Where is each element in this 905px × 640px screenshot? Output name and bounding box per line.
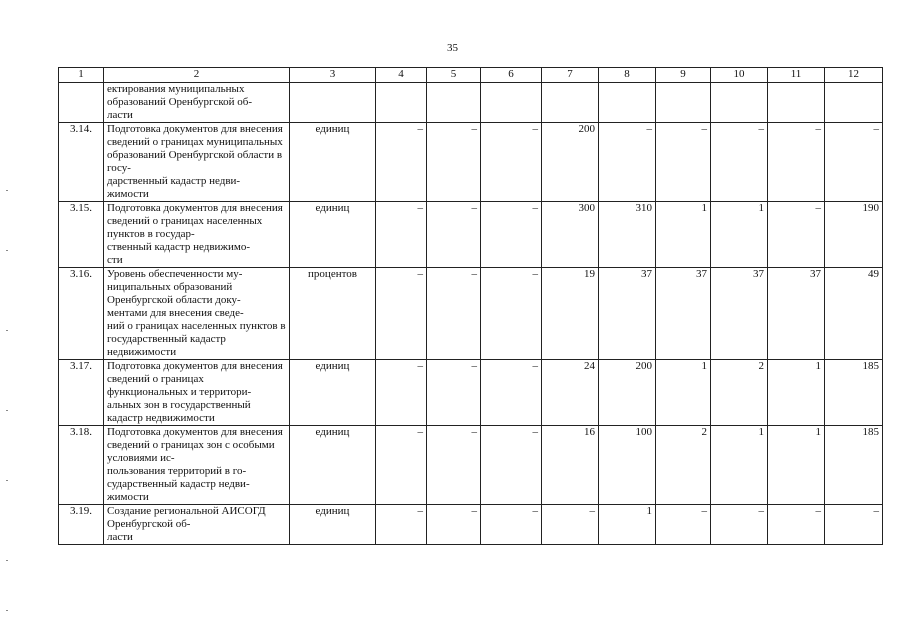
row-value: 185 [825,360,883,426]
row-value: – [481,123,542,202]
row-value [427,83,481,123]
row-value [481,83,542,123]
row-number: 3.17. [59,360,104,426]
row-value: – [427,123,481,202]
row-value: – [481,360,542,426]
row-value: – [542,505,599,545]
row-value: 185 [825,426,883,505]
col-header: 5 [427,68,481,83]
col-header: 9 [656,68,711,83]
col-header: 2 [104,68,290,83]
row-value: 1 [768,360,825,426]
row-unit: единиц [290,426,376,505]
row-value: – [376,123,427,202]
row-value: 1 [656,360,711,426]
page-number: 35 [447,42,458,54]
row-value: 200 [599,360,656,426]
table-row [59,360,883,426]
row-number: 3.14. [59,123,104,202]
row-value: 1 [768,426,825,505]
indicator-table [58,67,883,545]
row-value: – [825,505,883,545]
row-value: 2 [656,426,711,505]
col-header: 7 [542,68,599,83]
row-value: 1 [599,505,656,545]
row-number [59,83,104,123]
col-header: 10 [711,68,768,83]
row-value: 37 [599,268,656,360]
row-value: 24 [542,360,599,426]
row-value [711,83,768,123]
row-value: 190 [825,202,883,268]
table-body [59,83,883,545]
row-value: – [427,505,481,545]
row-value: – [427,360,481,426]
table-row [59,426,883,505]
row-description: Подготовка документов для внесения сведений о границах населенных пунктов в государ- ственный кадастр недвижимо- сти [104,202,290,268]
row-unit [290,83,376,123]
row-value: – [825,123,883,202]
row-value: – [599,123,656,202]
row-value: 200 [542,123,599,202]
row-value: – [427,426,481,505]
row-value: – [481,202,542,268]
row-number: 3.18. [59,426,104,505]
row-value [599,83,656,123]
row-value: 19 [542,268,599,360]
row-number: 3.15. [59,202,104,268]
col-header: 11 [768,68,825,83]
row-description: Подготовка документов для внесения сведений о границах функциональных и территори- альных зон в государственный кадастр недвижимости [104,360,290,426]
row-value: – [711,505,768,545]
row-value: – [376,426,427,505]
row-value: – [656,505,711,545]
row-value: 1 [711,426,768,505]
row-value: 1 [656,202,711,268]
row-value: – [656,123,711,202]
row-value: 300 [542,202,599,268]
table-row [59,83,883,123]
header-row [59,68,883,83]
row-value: 49 [825,268,883,360]
row-description: Уровень обеспеченности му- ниципальных образований Оренбургской области доку- ментами для внесения сведе- ний о границах населенных пунктов в государственный кадастр недвижимости [104,268,290,360]
row-value: – [768,202,825,268]
table-row [59,123,883,202]
table-row [59,202,883,268]
row-value: 16 [542,426,599,505]
col-header: 6 [481,68,542,83]
row-value: – [376,268,427,360]
col-header: 12 [825,68,883,83]
row-value [825,83,883,123]
table-header [59,68,883,83]
row-value: 37 [768,268,825,360]
row-unit: единиц [290,505,376,545]
row-value: – [481,268,542,360]
row-value: – [481,505,542,545]
col-header: 1 [59,68,104,83]
row-value: – [768,123,825,202]
row-value [768,83,825,123]
row-value: – [768,505,825,545]
row-description: ектирования муниципальных образований Оренбургской об- ласти [104,83,290,123]
row-value: 1 [711,202,768,268]
row-unit: единиц [290,123,376,202]
row-value [656,83,711,123]
row-value: 2 [711,360,768,426]
row-value: 37 [656,268,711,360]
row-value: 310 [599,202,656,268]
table-row [59,505,883,545]
row-unit: процентов [290,268,376,360]
col-header: 4 [376,68,427,83]
row-value: – [427,202,481,268]
row-value: 37 [711,268,768,360]
row-value: – [376,202,427,268]
col-header: 8 [599,68,656,83]
row-value: – [427,268,481,360]
row-value [376,83,427,123]
row-number: 3.19. [59,505,104,545]
table-row [59,268,883,360]
row-description: Создание региональной АИСОГД Оренбургской об- ласти [104,505,290,545]
row-value: – [711,123,768,202]
col-header: 3 [290,68,376,83]
row-unit: единиц [290,202,376,268]
row-description: Подготовка документов для внесения сведений о границах муниципальных образований Оренбургской области в госу- дарственный кадастр недви- жимости [104,123,290,202]
row-value: – [481,426,542,505]
row-value: – [376,360,427,426]
row-value [542,83,599,123]
row-number: 3.16. [59,268,104,360]
row-value: – [376,505,427,545]
row-description: Подготовка документов для внесения сведений о границах зон с особыми условиями ис- пользования территорий в го- сударственный кадастр недви- жимости [104,426,290,505]
row-value: 100 [599,426,656,505]
row-unit: единиц [290,360,376,426]
